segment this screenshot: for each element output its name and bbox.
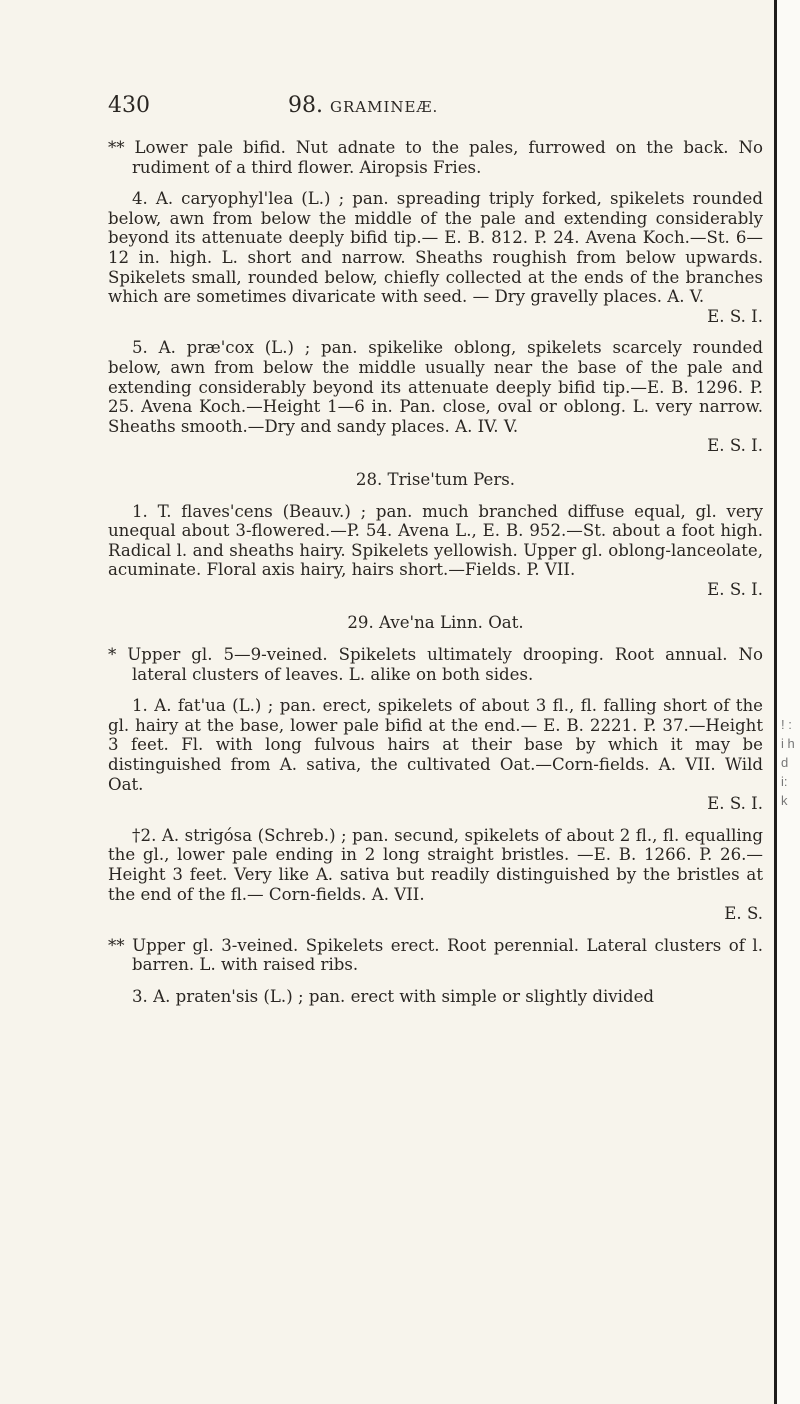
- paragraph-flavescens: 1. T. flaves'cens (Beauv.) ; pan. much branched diffuse equal, gl. very unequal about 3-flowered.—P. 54. Avena L., E. B. 952.—St. about a foot high. Radical l. and sheaths hairy. Spikelets yellowish. Upper gl. oblong-lanceolate, acuminate. Floral axis hairy, hairs short.—Fields. P. VII.: [108, 501, 763, 580]
- paragraph-fatua: 1. A. fat'ua (L.) ; pan. erect, spikelets of about 3 fl., fl. falling short of the gl. hairy at the base, lower pale bifid at the end.— E. B. 2221. P. 37.—Height 3 feet. Fl. with long fulvous hairs at their base by which it may be distinguished from A. sativa, the cultivated Oat.—Corn-fields. A. VII. Wild Oat.: [108, 696, 763, 794]
- abbrev-praecox: E. S. I.: [707, 436, 763, 456]
- page-number: 430: [108, 93, 150, 118]
- paragraph-pratensis: 3. A. praten'sis (L.) ; pan. erect with simple or slightly divided: [132, 986, 655, 1006]
- chapter-title: 98. GRAMINEÆ.: [288, 93, 439, 118]
- abbrev-flavescens: E. S. I.: [707, 579, 763, 599]
- text-body: [108, 138, 763, 1007]
- paragraph-airopsis: ** Lower pale bifid. Nut adnate to the pales, furrowed on the back. No rudiment of a third flower. Airopsis Fries.: [108, 138, 763, 177]
- abbrev-strigosa: E. S.: [724, 904, 763, 924]
- paragraph-avena-key-2: ** Upper gl. 3-veined. Spikelets erect. Root perennial. Lateral clusters of l. barren. L. with raised ribs.: [108, 935, 763, 975]
- edge-marks: ! : i h d i: k: [781, 717, 795, 808]
- running-header: [108, 93, 763, 126]
- paragraph-avena-key-1: * Upper gl. 5—9-veined. Spikelets ultimately drooping. Root annual. No lateral clusters of leaves. L. alike on both sides.: [108, 645, 763, 684]
- section-heading-avena: 29. Ave'na Linn. Oat.: [347, 613, 524, 633]
- section-heading-trisetum: 28. Trise'tum Pers.: [355, 469, 516, 489]
- abbrev-caryophyllea: E. S. I.: [707, 306, 763, 326]
- abbrev-fatua: E. S. I.: [707, 794, 763, 814]
- paragraph-praecox: 5. A. præ'cox (L.) ; pan. spikelike oblong, spikelets scarcely rounded below, awn from below the middle usually near the base of the pale and extending considerably beyond its attenuate deeply bifid tip.—E. B. 1296. P. 25. Avena Koch.—Height 1—6 in. Pan. close, oval or oblong. L. very narrow. Sheaths smooth.—Dry and sandy places. A. IV. V.: [108, 338, 763, 436]
- paragraph-caryophyllea: 4. A. caryophyl'lea (L.) ; pan. spreading triply forked, spikelets rounded below, awn from below the middle of the pale and extending considerably beyond its attenuate deeply bifid tip.— E. B. 812. P. 24. Avena Koch.—St. 6—12 in. high. L. short and narrow. Sheaths roughish from below upwards. Spikelets small, rounded below, chiefly collected at the ends of the branches which are sometimes divaricate with seed. — Dry gravelly places. A. V.: [108, 189, 763, 307]
- adjacent-page-edge: [774, 0, 800, 1404]
- paragraph-strigosa: †2. A. strigósa (Schreb.) ; pan. secund, spikelets of about 2 fl., fl. equalling the gl., lower pale ending in 2 long straight bristles. —E. B. 1266. P. 26.—Height 3 feet. Very like A. sativa but readily distinguished by the bristles at the end of the fl.— Corn-fields. A. VII.: [108, 825, 763, 904]
